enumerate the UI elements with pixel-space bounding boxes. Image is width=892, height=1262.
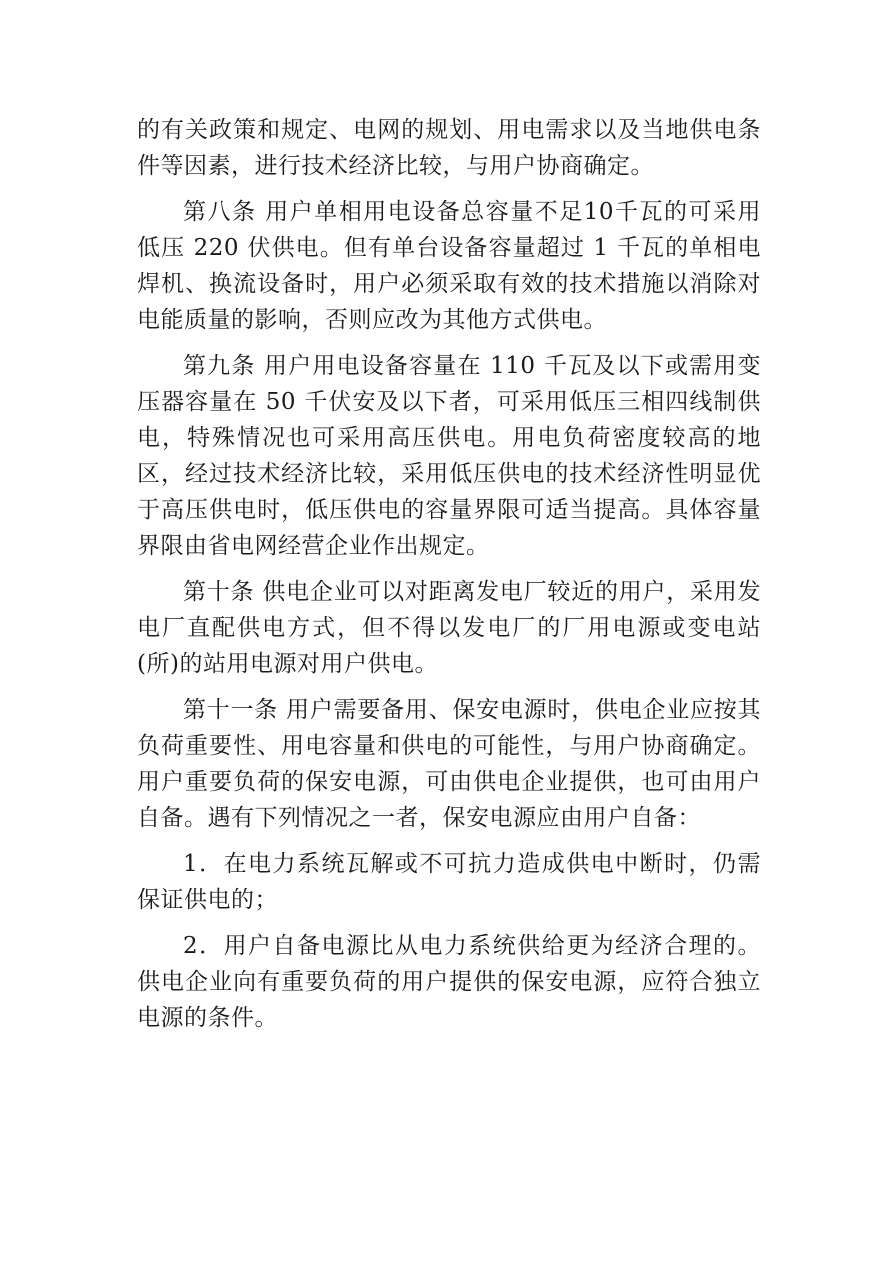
paragraph-item-1: 1．在电力系统瓦解或不可抗力造成供电中断时，仍需保证供电的； [137,851,761,913]
paragraph-article-9: 第九条 用户用电设备容量在 110 千瓦及以下或需用变压器容量在 50 千伏安及以下者，可采用低压三相四线制供电，特殊情况也可采用高压供电。用电负荷密度较高的地区，经过技术经济比较，采用低压供电的技术经济性明显优于高压供电时，低压供电的容量界限可适当提高。具体容量界限由省电网经营企业作出规定。 [137,353,761,559]
paragraph-item-2: 2．用户自备电源比从电力系统供给更为经济合理的。供电企业向有重要负荷的用户提供的保安电源，应符合独立电源的条件。 [137,933,761,1031]
document-page [137,112,761,1046]
paragraph-article-11: 第十一条 用户需要备用、保安电源时，供电企业应按其负荷重要性、用电容量和供电的可能性，与用户协商确定。用户重要负荷的保安电源，可由供电企业提供，也可由用户自备。遇有下列情况之一者，保安电源应由用户自备： [137,697,761,831]
paragraph-article-8: 第八条 用户单相用电设备总容量不足10千瓦的可采用低压 220 伏供电。但有单台设备容量超过 1 千瓦的单相电焊机、换流设备时，用户必须采取有效的技术措施以消除对电能质量的影响，否则应改为其他方式供电。 [137,199,761,333]
paragraph-continuation: 的有关政策和规定、电网的规划、用电需求以及当地供电条件等因素，进行技术经济比较，与用户协商确定。 [137,117,761,179]
paragraph-article-10: 第十条 供电企业可以对距离发电厂较近的用户，采用发电厂直配供电方式，但不得以发电厂的厂用电源或变电站(所)的站用电源对用户供电。 [137,579,761,677]
